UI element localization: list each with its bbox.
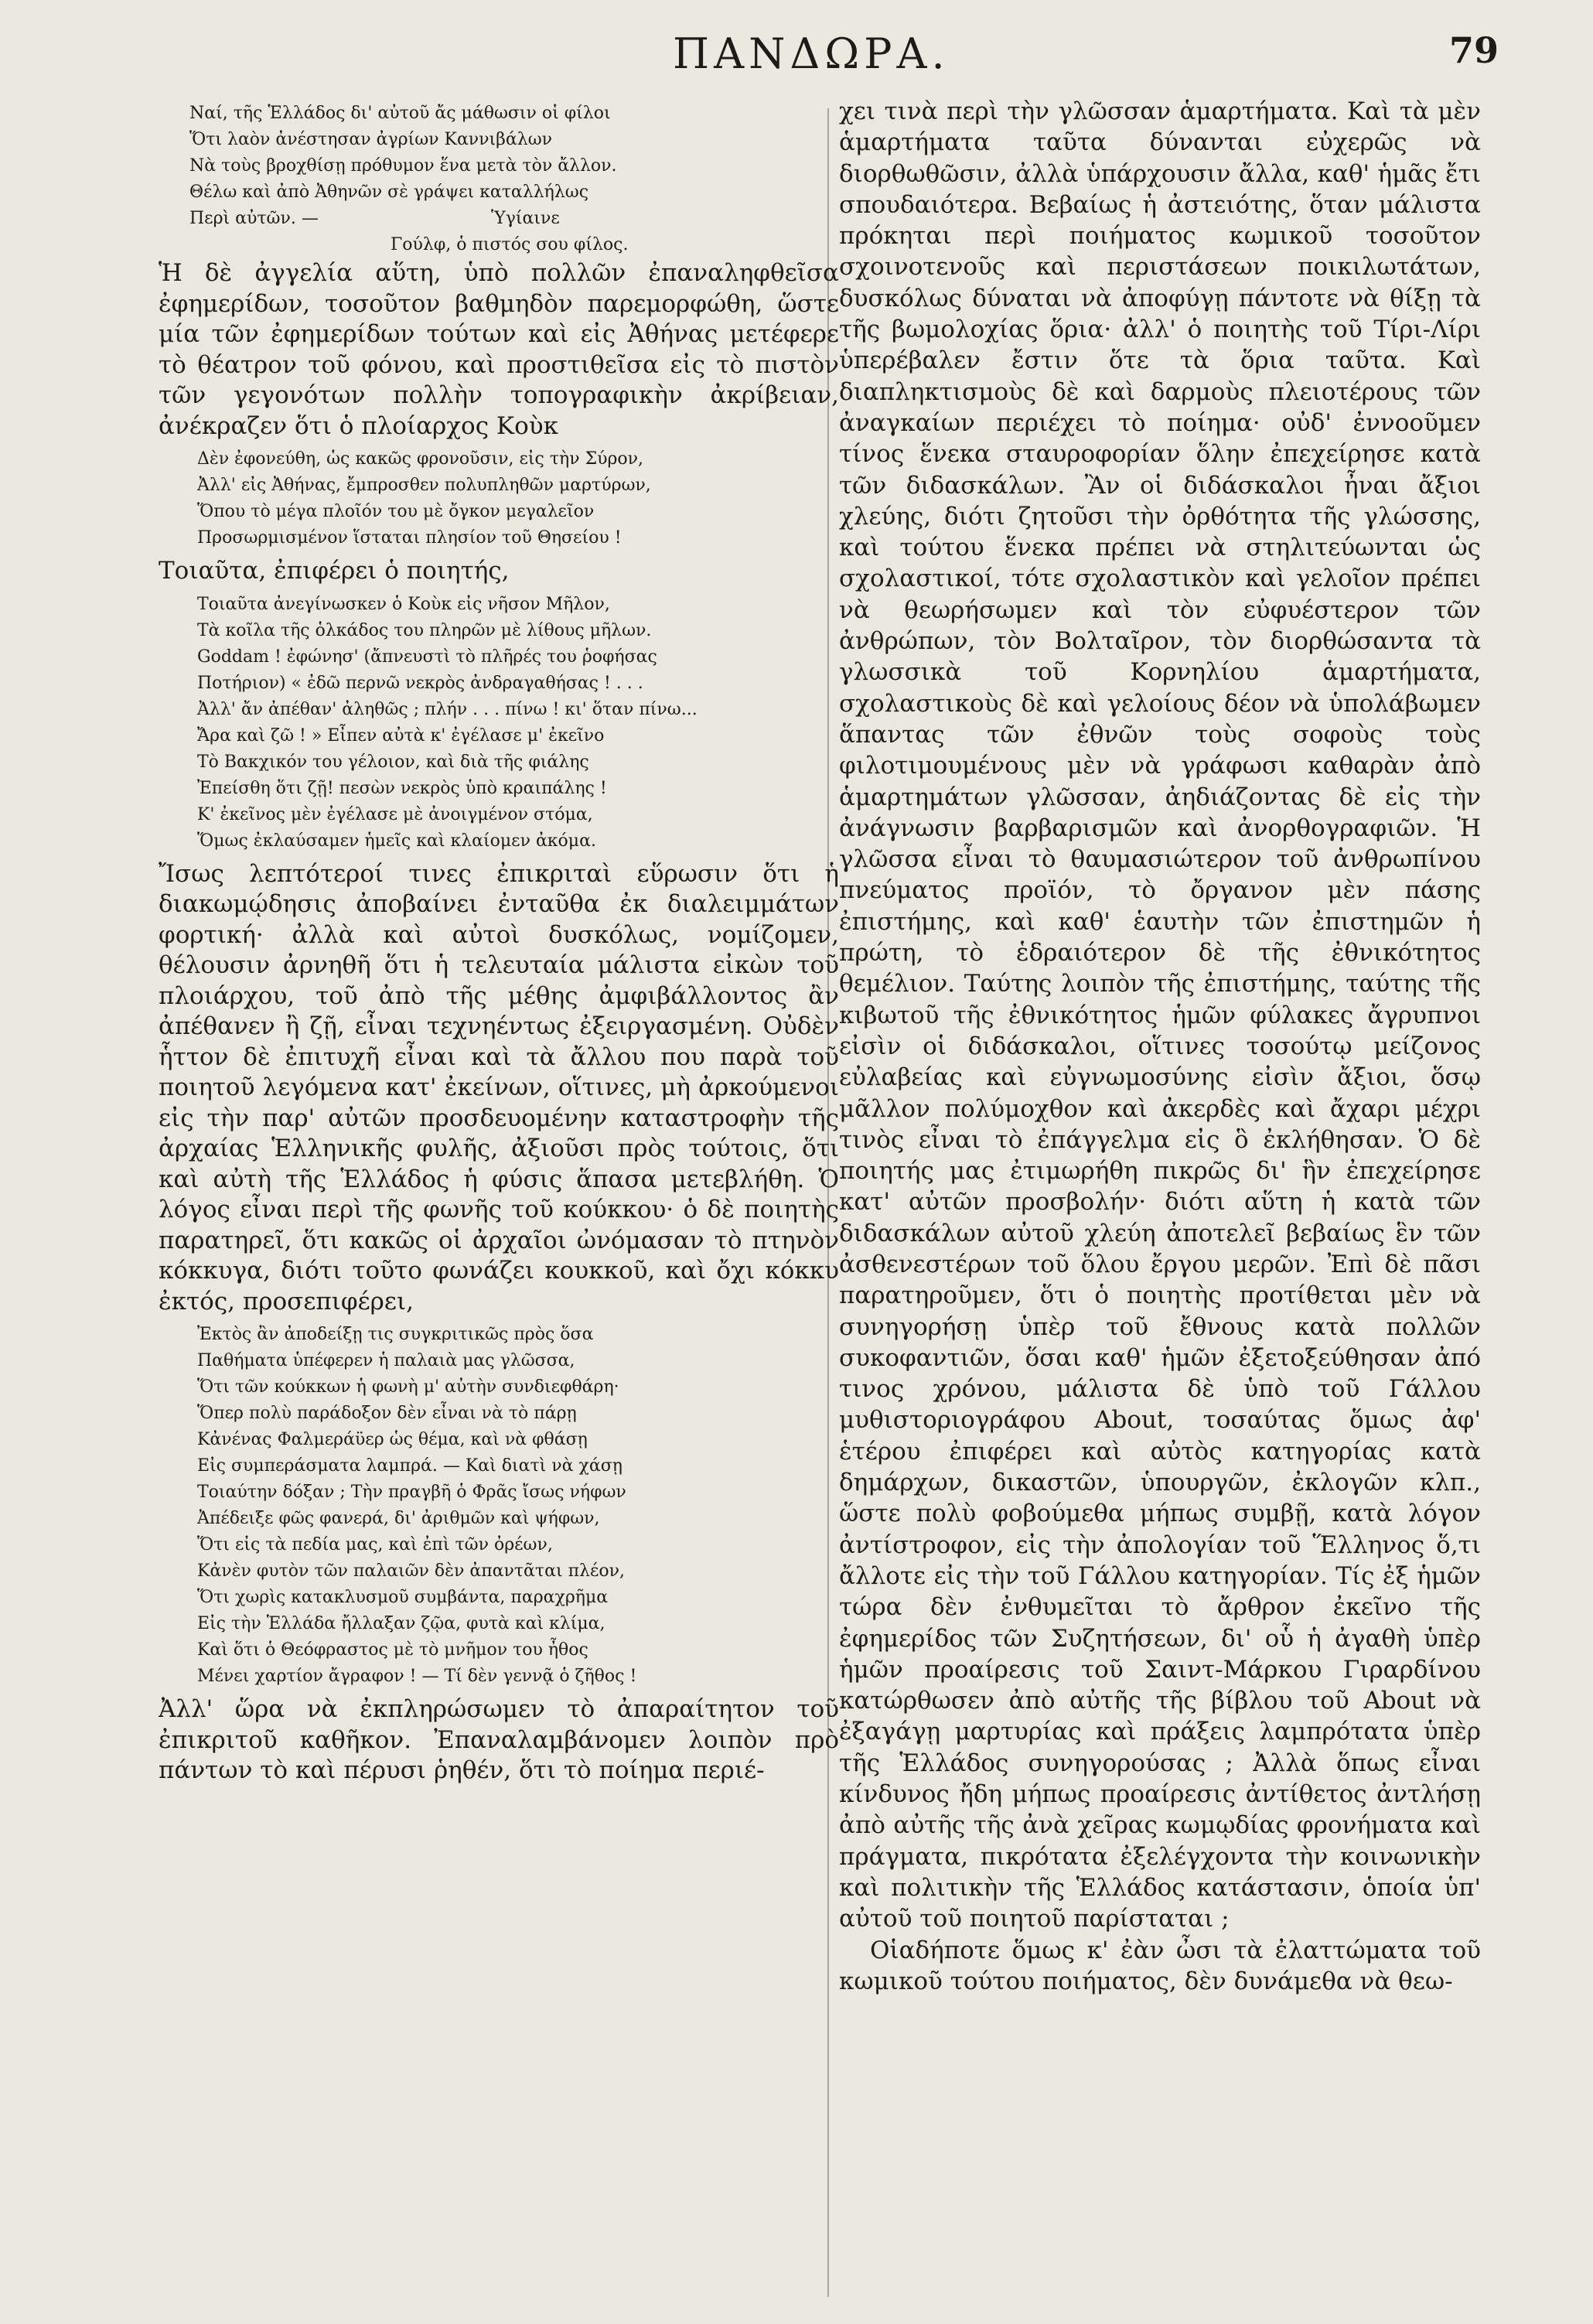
verse-line: Νὰ τοὺς βροχθίσῃ πρόθυμον ἕνα μετὰ τὸν ἄλλον. — [189, 156, 617, 176]
verse-line: Κ' ἐκεῖνος μὲν ἐγέλασε μὲ ἀνοιγμένον στόμα, — [197, 804, 593, 824]
left-column — [159, 96, 839, 2308]
verse-line: Προσωρμισμένον ἵσταται πλησίον τοῦ Θησείου ! — [197, 528, 622, 548]
paragraph: Ἴσως λεπτότεροί τινες ἐπικριταὶ εὕρωσιν ὅτι ἡ διακωμῴδησις ἀποβαίνει ἐνταῦθα ἐκ διαλειμμάτων φορτική· ἀλλὰ καὶ αὐτοὶ δυσκόλως, νομίζομεν, θέλουσιν ἀρνηθῆ ὅτι ἡ τελευταία μάλιστα εἰκὼν τοῦ πλοιάρχου, τοῦ ἀπὸ τῆς μέθης ἀμφιβάλλοντος ἂν ἀπέθανεν ἢ ζῇ, εἶναι τεχνηέντως ἐξειργασμένη. Οὐδὲν ἧττον δὲ ἐπιτυχῆ εἶναι καὶ τὰ ἄλλου που παρὰ τοῦ ποιητοῦ λεγόμενα κατ' ἐκείνων, οἵτινες, μὴ ἀρκούμενοι εἰς τὴν παρ' αὐτῶν προσδευομένην καταστροφὴν τῆς ἀρχαίας Ἑλληνικῆς φυλῆς, ἀξιοῦσι πρὸς τούτοις, ὅτι καὶ αὐτὴ τῆς Ἑλλάδος ἡ φύσις ἅπασα μετεβλήθη. Ὁ λόγος εἶναι περὶ τῆς φωνῆς τοῦ κούκκου· ὁ δὲ ποιητὴς παρατηρεῖ, ὅτι κακῶς οἱ ἀρχαῖοι ὠνόμασαν τὸ πτηνὸν κόκκυγα, διότι τοῦτο φωνάζει κουκκοῦ, καὶ ὄχι κόκκυ ἐκτός, προσεπιφέρει, — [159, 859, 839, 1316]
verse-line: Τὰ κοῖλα τῆς ὁλκάδος του πληρῶν μὲ λίθους μῆλων. — [197, 620, 652, 640]
verse-line: Παθήματα ὑπέφερεν ἡ παλαιὰ μας γλῶσσα, — [197, 1351, 575, 1370]
verse-line: Ἄρα καὶ ζῶ ! » Εἶπεν αὐτὰ κ' ἐγέλασε μ' ἐκεῖνο — [197, 725, 605, 746]
verse-line: Τοιαῦτα ἀνεγίνωσκεν ὁ Κοὺκ εἰς νῆσον Μῆλον, — [197, 594, 610, 614]
verse-line: Ναί, τῆς Ἑλλάδος δι' αὐτοῦ ἄς μάθωσιν οἱ φίλοι — [189, 104, 611, 123]
verse-line: Ὅπου τὸ μέγα πλοῖόν του μὲ ὄγκον μεγαλεῖον — [197, 502, 595, 521]
verse-line: Ὅτι εἰς τὰ πεδία μας, καὶ ἐπὶ τῶν ὀρέων, — [197, 1535, 553, 1554]
verse-line: Ἐπείσθη ὅτι ζῇ! πεσὼν νεκρὸς ὑπὸ κραιπάλης ! — [197, 778, 607, 798]
paragraph: Οἱαδήποτε ὅμως κ' ἐὰν ὦσι τὰ ἐλαττώματα τοῦ κωμικοῦ τούτου ποιήματος, δὲν δυνάμεθα νὰ θεω- — [839, 1936, 1481, 1995]
verse-line: Ὅπερ πολὺ παράδοξον δὲν εἶναι νὰ τὸ πάρῃ — [197, 1404, 577, 1423]
paragraph: Ἀλλ' ὥρα νὰ ἐκπληρώσωμεν τὸ ἀπαραίτητον τοῦ ἐπικριτοῦ καθῆκον. Ἐπαναλαμβάνομεν λοιπὸν πρὸ πάντων τὸ καὶ πέρυσι ῥηθέν, ὅτι τὸ ποίημα περιέ- — [159, 1695, 839, 1784]
verse-line: Μένει χαρτίον ἄγραφον ! — Τί δὲν γεννᾷ ὁ ζῆθος ! — [197, 1667, 637, 1686]
paragraph: Ἡ δὲ ἀγγελία αὕτη, ὑπὸ πολλῶν ἐπαναληφθεῖσα ἐφημερίδων, τοσοῦτον βαθμηδὸν παρεμορφώθη, ὥστε μία τῶν ἐφημερίδων τούτων καὶ εἰς Ἀθήνας μετέφερε τὸ θέατρον τοῦ φόνου, καὶ προστιθεῖσα εἰς τὸ πιστὸν τῶν γεγονότων πολλὴν τοπογραφικὴν ἀκρίβειαν, ἀνέκραζεν ὅτι ὁ πλοίαρχος Κοὺκ — [159, 259, 839, 440]
verse-line: Τοιαύτην δόξαν ; Τὴν πραγβῆ ὁ Φρᾶς ἴσως νήφων — [197, 1483, 626, 1502]
verse-block — [159, 592, 839, 855]
verse-line: Ἐκτὸς ἂν ἀποδείξῃ τις συγκριτικῶς πρὸς ὅσα — [197, 1325, 594, 1344]
verse-line: Ὅτι χωρὶς κατακλυσμοῦ συμβάντα, παραχρῆμα — [197, 1588, 609, 1607]
page-title: ΠΑΝΔΩΡΑ. — [673, 29, 950, 78]
signature: Γούλφ, ὁ πιστός σου φίλος. — [391, 235, 629, 254]
verse-line: Ποτήριον) « ἐδῶ περνῶ νεκρὸς ἀνδραγαθήσας ! . . . — [197, 673, 643, 693]
verse-line: Τὸ Βακχικόν του γέλοιον, καὶ διὰ τῆς φιάλης — [197, 752, 589, 772]
verse-line: Ἀλλ' ἄν ἀπέθαν' ἀληθῶς ; πλήν . . . πίνω ! κι' ὅταν πίνω... — [197, 699, 698, 719]
verse-line: Εἰς τὴν Ἑλλάδα ἤλλαξαν ζῷα, φυτὰ καὶ κλίμα, — [197, 1614, 605, 1633]
page-header — [0, 29, 1593, 84]
paragraph: χει τινὰ περὶ τὴν γλῶσσαν ἁμαρτήματα. Καὶ τὰ μὲν ἁμαρτήματα ταῦτα δύνανται εὐχερῶς νὰ διορθωθῶσιν, ἀλλὰ ὑπάρχουσιν ἄλλα, καθ' ἡμᾶς ἔτι σπουδαιότερα. Βεβαίως ἡ ἀστειότης, ὅταν μάλιστα πρόκηται περὶ ποιήματος κωμικοῦ τοσοῦτον σχοινοτενοῦς καὶ περιστάσεων ποικιλωτάτων, δυσκόλως δύναται νὰ ἀποφύγῃ πάντοτε νὰ θίξῃ τὰ τῆς βωμολοχίας ὅρια· ἀλλ' ὁ ποιητὴς τοῦ Τίρι-Λίρι ὑπερέβαλεν ἔστιν ὅτε τὰ ὅρια ταῦτα. Καὶ διαπληκτισμοὺς δὲ καὶ δαρμοὺς πλειοτέρους τῶν ἀναγκαίων περιέχει τὸ ποίημα· οὐδ' ἐννοοῦμεν τίνος ἕνεκα σταυροφορίαν ὅλην ἐπεχείρησε κατὰ τῶν διδασκάλων. Ἂν οἱ διδάσκαλοι ἦναι ἄξιοι χλεύης, διότι ζητοῦσι τὴν ὀρθότητα τῆς γλώσσης, καὶ τούτου ἕνεκα πρέπει νὰ στηλιτεύωνται ὡς σχολαστικοί, τότε σχολαστικὸν καὶ γελοῖον πρέπει νὰ θεωρήσωμεν καὶ τὸν εὐφυέστερον τῶν ἀνθρώπων, τὸν Βολταῖρον, τὸν διορθώσαντα τὰ γλωσσικὰ τοῦ Κορνηλίου ἁμαρτήματα, σχολαστικοὺς δὲ καὶ γελοίους δέον νὰ ὑπολάβωμεν ἅπαντας τῶν ἐθνῶν τοὺς σοφοὺς τοὺς φιλοτιμουμένους μὲν νὰ γράφωσι καθαρὰν ἀπὸ ἁμαρτημάτων γλῶσσαν, ἀηδιάζοντας δὲ εἰς τὴν ἀνάγνωσιν βαρβαρισμῶν καὶ ἀνορθογραφιῶν. Ἡ γλῶσσα εἶναι τὸ θαυμασιώτερον τοῦ ἀνθρωπίνου πνεύματος προϊόν, τὸ ὄργανον μὲν πάσης ἐπιστήμης, καὶ καθ' ἑαυτὴν τῶν ἐπιστημῶν ἡ πρώτη, τὸ ἑδραιότερον δὲ τῆς ἐθνικότητος θεμέλιον. Ταύτης λοιπὸν τῆς ἐπιστήμης, ταύτης τῆς κιβωτοῦ τῆς ἐθνικότητος ἡμῶν φύλακες ἄγρυπνοι εἰσὶν οἱ διδάσκαλοι, οἵτινες τοσούτῳ μείζονος εὐλαβείας καὶ εὐγνωμοσύνης εἰσὶν ἄξιοι, ὅσῳ μᾶλλον πολύμοχθον καὶ ἀκερδὲς καὶ ἄχαρι μέχρι τινὸς εἶναι τὸ ἐπάγγελμα εἰς ὃ ἐκλήθησαν. Ὁ δὲ ποιητής μας ἐτιμωρήθη πικρῶς δι' ἣν ἐπεχείρησε κατ' αὐτῶν προσβολήν· διότι αὕτη ἡ κατὰ τῶν διδασκάλων αὐτοῦ χλεύη ἀποτελεῖ βεβαίως ἓν τῶν ἀσθενεστέρων τοῦ ὅλου ἔργου μερῶν. Ἐπὶ δὲ πᾶσι παρατηροῦμεν, ὅτι ὁ ποιητὴς προτίθεται μὲν νὰ συνηγορήσῃ ὑπὲρ τοῦ ἔθνους κατὰ πολλῶν συκοφαντιῶν, ὅσαι καθ' ἡμῶν ἐξετοξεύθησαν ἀπό τινος χρόνου, μάλιστα δὲ ὑπὸ τοῦ Γάλλου μυθιστοριογράφου About, τοσαύτας ὅμως ἀφ' ἑτέρου ἐπιφέρει καὶ αὐτὸς κατηγορίας κατὰ δημάρχων, δικαστῶν, ὑπουργῶν, ἐκλογῶν κλπ., ὥστε πολὺ φοβούμεθα μήπως συμβῇ, κατὰ λόγον ἀντίστροφον, εἰς τὴν ἀπολογίαν τοῦ Ἕλληνος ὅ,τι ἄλλοτε εἰς τὴν τοῦ Γάλλου κατηγορίαν. Τίς ἐξ ἡμῶν τώρα δὲν ἐνθυμεῖται τὸ ἄρθρον ἐκεῖνο τῆς ἐφημερίδος τῶν Συζητήσεων, δι' οὗ ἡ ἀγαθὴ ὑπὲρ ἡμῶν προαίρεσις τοῦ Σαιντ-Μάρκου Γιραρδίνου κατώρθωσεν ἀπὸ αὐτῆς τῆς βίβλου τοῦ About νὰ ἐξαγάγῃ μαρτυρίας καὶ πράξεις λαμπρότατα ὑπὲρ τῆς Ἑλλάδος συνηγορούσας ; Ἀλλὰ ὅπως εἶναι κίνδυνος ἤδη μήπως προαίρεσις ἀντίθετος ἀντλήσῃ ἀπὸ αὐτῆς τῆς ἀνὰ χεῖρας κωμῳδίας φρονήματα καὶ πράγματα, πικρότατα ἐξελέγχοντα τὴν κοινωνικὴν καὶ πολιτικὴν τῆς Ἑλλάδος κατάστασιν, ὁποία ὑπ' αὐτοῦ τοῦ ποιητοῦ παρίσταται ; — [839, 97, 1481, 1933]
verse-line: Θέλω καὶ ἀπὸ Ἀθηνῶν σὲ γράψει καταλλήλως — [189, 183, 589, 202]
verse-line: Ἀλλ' εἰς Ἀθήνας, ἔμπροσθεν πολυπληθῶν μαρτύρων, — [197, 476, 651, 495]
verse-line: Κἀνένας Φαλμεράϋερ ὡς θέμα, καὶ νὰ φθάσῃ — [197, 1430, 588, 1449]
verse-line: Περὶ αὐτῶν. — — [189, 209, 319, 228]
closing-greeting: Ὑγίαινε — [491, 209, 560, 228]
verse-line: Εἰς συμπεράσματα λαμπρά. — Καὶ διατὶ νὰ χάσῃ — [197, 1456, 623, 1476]
verse-line: Κἀνὲν φυτὸν τῶν παλαιῶν δὲν ἀπαντᾶται πλέον, — [197, 1561, 625, 1581]
verse-line: Ὅτι τῶν κούκκων ἡ φωνὴ μ' αὐτὴν συνδιεφθάρη· — [197, 1377, 619, 1397]
verse-line: Ὅμως ἐκλαύσαμεν ἡμεῖς καὶ κλαίομεν ἀκόμα. — [197, 831, 596, 851]
verse-line: Καὶ ὅτι ὁ Θεόφραστος μὲ τὸ μνῆμον του ἦθος — [197, 1640, 588, 1660]
verse-line: Ἀπέδειξε φῶς φανερά, δι' ἀριθμῶν καὶ ψήφων, — [197, 1509, 600, 1528]
verse-block — [159, 1322, 839, 1690]
verse-line: Ὅτι λαὸν ἀνέστησαν ἀγρίων Καννιβάλων — [189, 130, 553, 149]
verse-block — [159, 446, 839, 551]
verse-line: Δὲν ἐφονεύθη, ὡς κακῶς φρονοῦσιν, εἰς τὴν Σύρον, — [197, 449, 644, 469]
verse-line: Goddam ! ἐφώνησ' (ἄπνευστὶ τὸ πλῆρές του ῥοφήσας — [197, 647, 657, 667]
right-column — [839, 96, 1481, 2308]
paragraph: Τοιαῦτα, ἐπιφέρει ὁ ποιητής, — [159, 557, 510, 585]
page-number: 79 — [1449, 29, 1499, 71]
